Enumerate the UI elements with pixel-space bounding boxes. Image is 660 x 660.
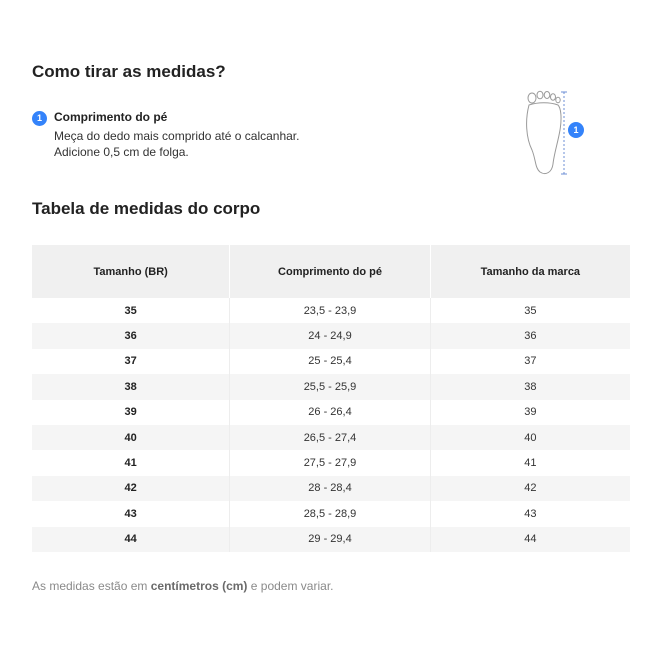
- size-table: [32, 245, 630, 552]
- brand-size-cell: 44: [430, 527, 630, 552]
- page-title: Como tirar as medidas?: [32, 62, 226, 81]
- size-br-cell: 41: [32, 450, 230, 475]
- brand-size-cell: 39: [524, 406, 537, 419]
- note-unit: centímetros (cm): [150, 579, 248, 593]
- brand-size-cell: 40: [430, 425, 630, 450]
- brand-size-cell: 37: [524, 355, 537, 368]
- foot-measure-icon: [520, 90, 590, 180]
- foot-length-cell: 26,5 - 27,4: [230, 425, 430, 450]
- step-title: Comprimento do pé: [54, 110, 168, 124]
- brand-size-cell: 38: [430, 374, 630, 399]
- note-prefix: As medidas estão em: [32, 579, 151, 593]
- table-row: [32, 349, 630, 374]
- size-br-cell: 44: [32, 527, 230, 552]
- note-suffix: e podem variar.: [247, 579, 334, 593]
- brand-size-cell: 36: [430, 323, 630, 348]
- foot-length-cell: 25 - 25,4: [230, 349, 430, 374]
- step-description: Meça do dedo mais comprido até o calcanhar. Adicione 0,5 cm de folga.: [54, 129, 300, 159]
- table-row: [32, 374, 630, 399]
- illustration-badge: 1: [573, 125, 579, 135]
- table-row: [32, 476, 630, 501]
- brand-size-cell: 41: [524, 457, 537, 470]
- foot-length-cell: 28 - 28,4: [230, 476, 430, 501]
- foot-length-cell: 27,5 - 27,9: [230, 450, 430, 475]
- table-row: [32, 450, 630, 475]
- units-note: [32, 579, 333, 593]
- size-br-cell: 40: [32, 425, 230, 450]
- table-title: Tabela de medidas do corpo: [32, 199, 261, 218]
- foot-length-cell: 25,5 - 25,9: [230, 374, 430, 399]
- step-number-badge: 1: [32, 111, 47, 126]
- table-row: [32, 323, 630, 348]
- brand-size-cell: 35: [524, 304, 537, 317]
- column-header-foot-length: Comprimento do pé: [230, 245, 430, 298]
- column-header-brand-size: Tamanho da marca: [430, 245, 630, 298]
- brand-size-cell: 43: [524, 507, 537, 520]
- table-row: [32, 400, 630, 425]
- size-br-cell: 38: [32, 374, 230, 399]
- brand-size-cell: 42: [430, 476, 630, 501]
- size-br-cell: 39: [32, 400, 230, 425]
- foot-length-cell: 28,5 - 28,9: [230, 501, 430, 526]
- table-row: [32, 527, 630, 552]
- size-br-cell: 42: [32, 476, 230, 501]
- size-br-cell: 43: [32, 501, 230, 526]
- size-br-cell: 35: [32, 298, 230, 323]
- foot-length-cell: 29 - 29,4: [230, 527, 430, 552]
- size-br-cell: 36: [32, 323, 230, 348]
- foot-length-cell: 23,5 - 23,9: [230, 298, 430, 323]
- table-header-row: [32, 245, 630, 298]
- size-br-cell: 37: [32, 349, 230, 374]
- column-header-size-br: Tamanho (BR): [32, 245, 230, 298]
- foot-length-cell: 24 - 24,9: [230, 323, 430, 348]
- table-row: [32, 425, 630, 450]
- table-row: [32, 298, 630, 323]
- table-row: [32, 501, 630, 526]
- foot-length-cell: 26 - 26,4: [230, 400, 430, 425]
